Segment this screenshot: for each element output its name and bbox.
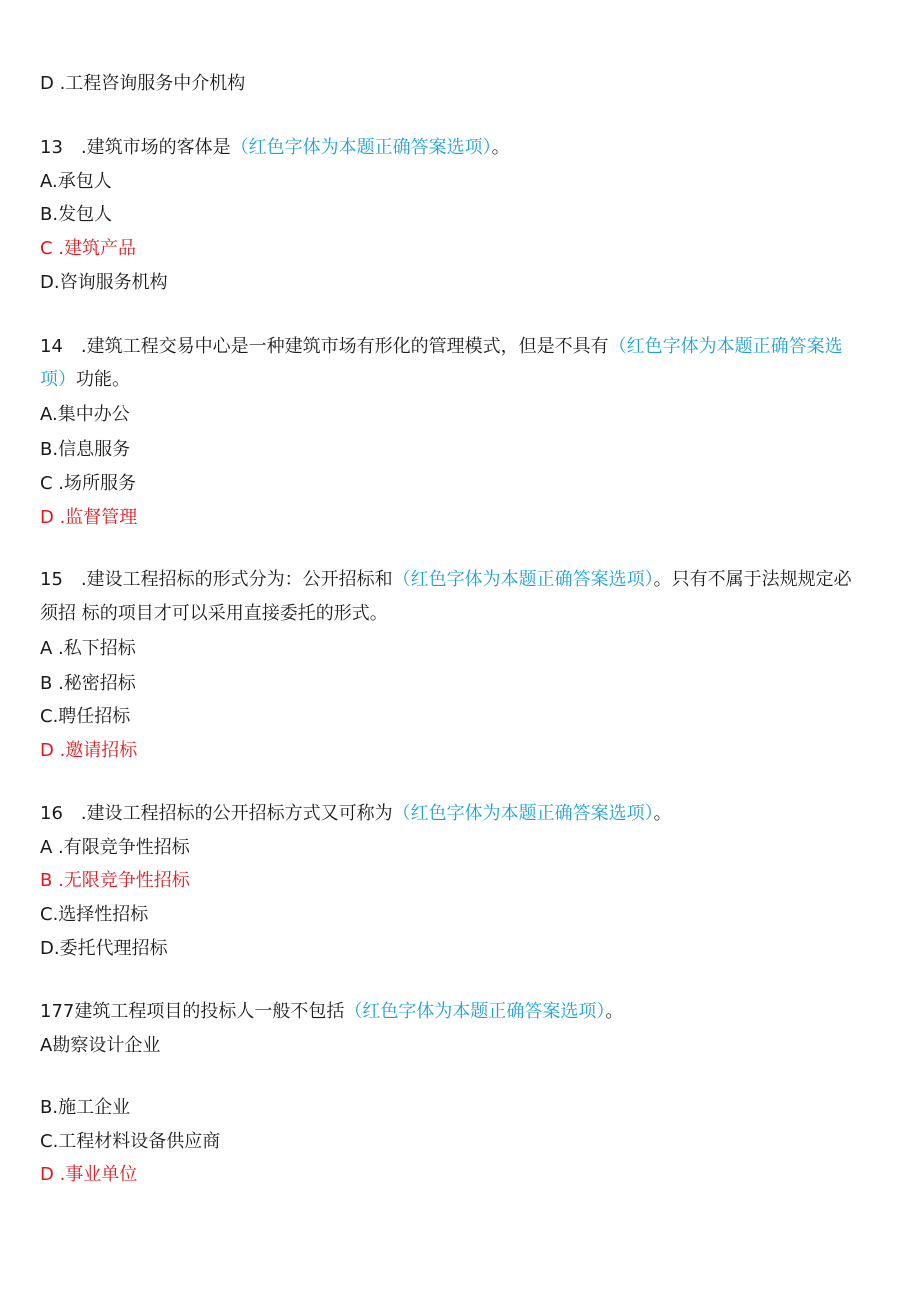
q14-hint-part2: 项） xyxy=(40,369,76,390)
q17-option-a: A勘察设计企业 xyxy=(40,1035,161,1056)
q17-stem-text: 177建筑工程项目的投标人一般不包括 xyxy=(40,1001,345,1022)
q15-option-b: B .秘密招标 xyxy=(40,673,136,694)
q14-stem-line2 xyxy=(40,368,130,392)
q15-stem xyxy=(40,568,852,592)
q14-stem-text: 14 .建筑工程交易中心是一种建筑市场有形化的管理模式，但是不具有 xyxy=(40,336,609,357)
q16-option-d: D.委托代理招标 xyxy=(40,938,168,959)
q17-option-c: C.工程材料设备供应商 xyxy=(40,1131,221,1152)
q14-option-a: A.集中办公 xyxy=(40,404,130,425)
q15-option-a: A .私下招标 xyxy=(40,638,136,659)
q14-option-d-correct: D .监督管理 xyxy=(40,507,138,528)
q17-option-b: B.施工企业 xyxy=(40,1097,131,1118)
q15-stem-line2: 须招 标的项目才可以采用直接委托的形式。 xyxy=(40,603,388,624)
q13-option-c-correct: C .建筑产品 xyxy=(40,238,137,259)
q13-stem xyxy=(40,136,510,160)
q16-stem xyxy=(40,802,672,826)
q14-hint-part1: （红色字体为本题正确答案选 xyxy=(608,336,843,357)
q17-stem-end: 。 xyxy=(605,1001,624,1022)
q14-option-b: B.信息服务 xyxy=(40,439,131,460)
prev-option-d: D .工程咨询服务中介机构 xyxy=(40,73,246,94)
q16-option-a: A .有限竞争性招标 xyxy=(40,837,190,858)
q15-hint: （红色字体为本题正确答案选项） xyxy=(392,569,654,590)
q15-stem-text: 15 .建设工程招标的形式分为：公开招标和 xyxy=(40,569,393,590)
q13-option-b: B.发包人 xyxy=(40,204,113,225)
q16-stem-text: 16 .建设工程招标的公开招标方式又可称为 xyxy=(40,803,393,824)
q16-stem-end: 。 xyxy=(653,803,672,824)
q13-option-a: A.承包人 xyxy=(40,171,112,192)
q15-option-d-correct: D .邀请招标 xyxy=(40,740,138,761)
q16-hint: （红色字体为本题正确答案选项） xyxy=(392,803,654,824)
q15-stem-end: 。只有不属于法规规定必 xyxy=(653,569,852,590)
q14-stem xyxy=(40,335,843,359)
q13-hint: （红色字体为本题正确答案选项） xyxy=(230,137,492,158)
q16-option-b-correct: B .无限竞争性招标 xyxy=(40,870,190,891)
q13-stem-end: 。 xyxy=(491,137,510,158)
q13-option-d: D.咨询服务机构 xyxy=(40,272,168,293)
q14-option-c: C .场所服务 xyxy=(40,473,137,494)
q17-option-d-correct: D .事业单位 xyxy=(40,1164,138,1185)
q16-option-c: C.选择性招标 xyxy=(40,904,149,925)
q15-option-c: C.聘任招标 xyxy=(40,706,131,727)
q14-stem-end: 功能。 xyxy=(76,369,130,390)
q13-stem-text: 13 .建筑市场的客体是 xyxy=(40,137,231,158)
q17-stem xyxy=(40,1000,623,1024)
q17-hint: （红色字体为本题正确答案选项） xyxy=(344,1001,606,1022)
